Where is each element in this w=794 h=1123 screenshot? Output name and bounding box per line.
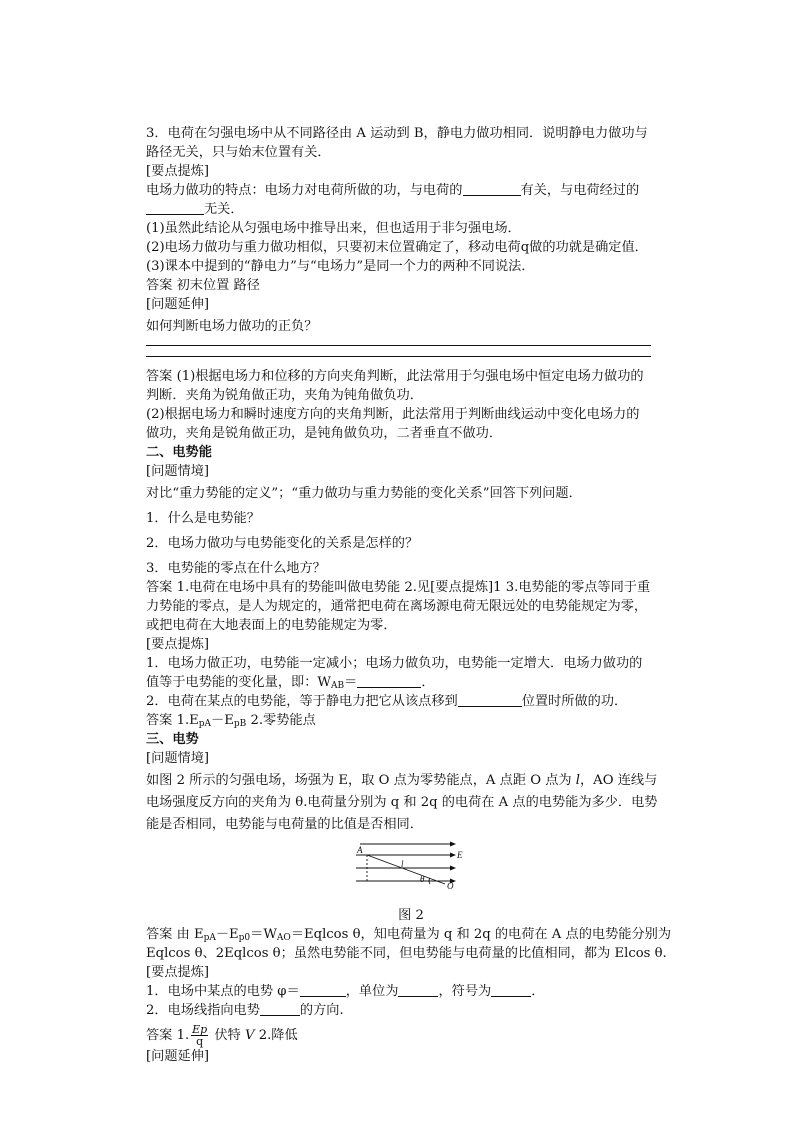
paragraph: 对比“重力势能的定义”；“重力做功与重力势能的变化关系”回答下列问题． bbox=[146, 486, 582, 501]
answer: 答案 由 $E_{pA}-E_{p0}=W_{AO}=Eqlcos$ θ，知电荷量为 q 和 2q 的电荷在 A 点的电势能分别为 bbox=[146, 927, 672, 943]
answer: 答案 初末位置 路径 bbox=[146, 278, 260, 293]
fill-in-paragraph: 无关． bbox=[146, 200, 676, 219]
answer: 答案 1.电荷在电场中具有的势能叫做电势能 2.见[要点提炼]1 3.电势能的零点等同于重 bbox=[146, 580, 651, 595]
answer-line[interactable] bbox=[146, 356, 651, 357]
note: (3)课本中提到的“静电力”与“电场力”是同一个力的两种不同说法． bbox=[146, 259, 535, 274]
answer: Eqlcos θ、2Eqlcos θ；虽然电势能不同，但电势能与电荷量的比值相同，都为 Elcos θ. bbox=[146, 946, 667, 961]
section-heading: 二、电势能 bbox=[146, 445, 212, 460]
paragraph: 3．电荷在匀强电场中从不同路径由 A 运动到 B，静电力做功相同．说明静电力做功与 bbox=[146, 126, 648, 141]
answer: 答案 (1)根据电场力和位移的方向夹角判断，此法常用于匀强电场中恒定电场力做功的 bbox=[146, 369, 644, 384]
fraction: $\frac{Ep}{q}$ bbox=[192, 1023, 208, 1048]
section-tag: [要点提炼] bbox=[146, 965, 210, 980]
fill-in-paragraph: 2．电场线指向电势 的方向. bbox=[146, 1003, 344, 1018]
paragraph: 如图 2 所示的匀强电场，场强为 E，取 O 点为零势能点，A 点距 O 点为 l，AO 连线与 bbox=[146, 773, 658, 788]
note: (1)虽然此结论从匀强电场中推导出来，但也适用于非匀强电场． bbox=[146, 221, 521, 236]
answer-blank[interactable] bbox=[146, 200, 204, 215]
arrowhead bbox=[450, 853, 456, 858]
question: 如何判断电场力做功的正负？ bbox=[146, 319, 318, 334]
label-l: l bbox=[401, 859, 404, 869]
section-tag: [要点提炼] bbox=[146, 164, 210, 179]
answer-blank[interactable] bbox=[357, 673, 421, 688]
fill-in-paragraph: 1．电场中某点的电势 φ＝ ，单位为 ，符号为 ． bbox=[146, 984, 545, 999]
document-body bbox=[146, 124, 676, 1066]
fill-in-paragraph: 电场力做功的特点：电场力对电荷所做的功，与电荷的 有关，与电荷经过的 bbox=[146, 183, 640, 198]
answer: 答案 1. $\frac{Ep}{q}$ 伏特 V 2.降低 bbox=[146, 1023, 298, 1048]
figure-caption: 图 2 bbox=[398, 908, 424, 923]
segment-AO bbox=[367, 855, 445, 884]
section-tag: [问题延伸] bbox=[146, 297, 210, 312]
question: 1．什么是电势能？ bbox=[146, 511, 260, 526]
arrowhead bbox=[450, 866, 456, 871]
answer-blank[interactable] bbox=[491, 982, 531, 997]
answer-blank[interactable] bbox=[398, 982, 438, 997]
section-tag: [问题情境] bbox=[146, 751, 210, 766]
answer: 判断．夹角为锐角做正功，夹角为钝角做负功． bbox=[146, 388, 423, 403]
label-O: O bbox=[447, 881, 454, 891]
section-tag: [问题情境] bbox=[146, 464, 210, 479]
paragraph: 路径无关，只与始末位置有关． bbox=[146, 145, 331, 160]
answer-blank[interactable] bbox=[260, 1001, 300, 1016]
section-tag: [要点提炼] bbox=[146, 637, 210, 652]
paragraph: 能是否相同，电势能与电荷量的比值是否相同． bbox=[146, 817, 423, 832]
answer: 或把电荷在大地表面上的电势能规定为零． bbox=[146, 618, 397, 633]
answer-blank[interactable] bbox=[463, 181, 521, 196]
answer: (2)根据电场力和瞬时速度方向的夹角判断，此法常用于判断曲线运动中变化电场力的 bbox=[146, 407, 640, 422]
note: (2)电场力做功与重力做功相似，只要初末位置确定了，移动电荷q做的功就是确定值． bbox=[146, 240, 648, 255]
arrowhead bbox=[450, 842, 456, 847]
fill-in-paragraph: 值等于电势能的变化量，即：$W_{AB}=$ ． bbox=[146, 675, 435, 691]
answer-line[interactable] bbox=[146, 345, 651, 346]
label-A: A bbox=[357, 845, 363, 855]
answer: 力势能的零点，是人为规定的，通常把电荷在离场源电荷无限远处的电势能规定为零， bbox=[146, 599, 648, 614]
paragraph: 1．电场力做正功，电势能一定减小；电场力做负功，电势能一定增大．电场力做功的 bbox=[146, 656, 643, 671]
paragraph: 电场强度反方向的夹角为 θ.电荷量分别为 q 和 2q 的电荷在 A 点的电势能为多少．电势 bbox=[146, 795, 658, 810]
field-diagram bbox=[352, 840, 464, 892]
section-heading: 三、电势 bbox=[146, 732, 199, 747]
answer-blank[interactable] bbox=[458, 692, 522, 707]
question: 2．电场力做功与电势能变化的关系是怎样的？ bbox=[146, 536, 419, 551]
figure-electric-field bbox=[146, 840, 676, 908]
fill-in-paragraph: 2．电荷在某点的电势能，等于静电力把它从该点移到 位置时所做的功． bbox=[146, 694, 628, 709]
label-E: E bbox=[457, 850, 463, 860]
answer: 答案 $1.E_{pA}-E_{pB}$ 2.零势能点 bbox=[146, 713, 316, 729]
section-tag: [问题延伸] bbox=[146, 1049, 210, 1064]
answer-blank[interactable] bbox=[300, 982, 346, 997]
question: 3．电势能的零点在什么地方？ bbox=[146, 561, 326, 576]
answer: 做功，夹角是锐角做正功，是钝角做负功，二者垂直不做功． bbox=[146, 426, 503, 441]
label-theta: θ bbox=[420, 874, 425, 884]
